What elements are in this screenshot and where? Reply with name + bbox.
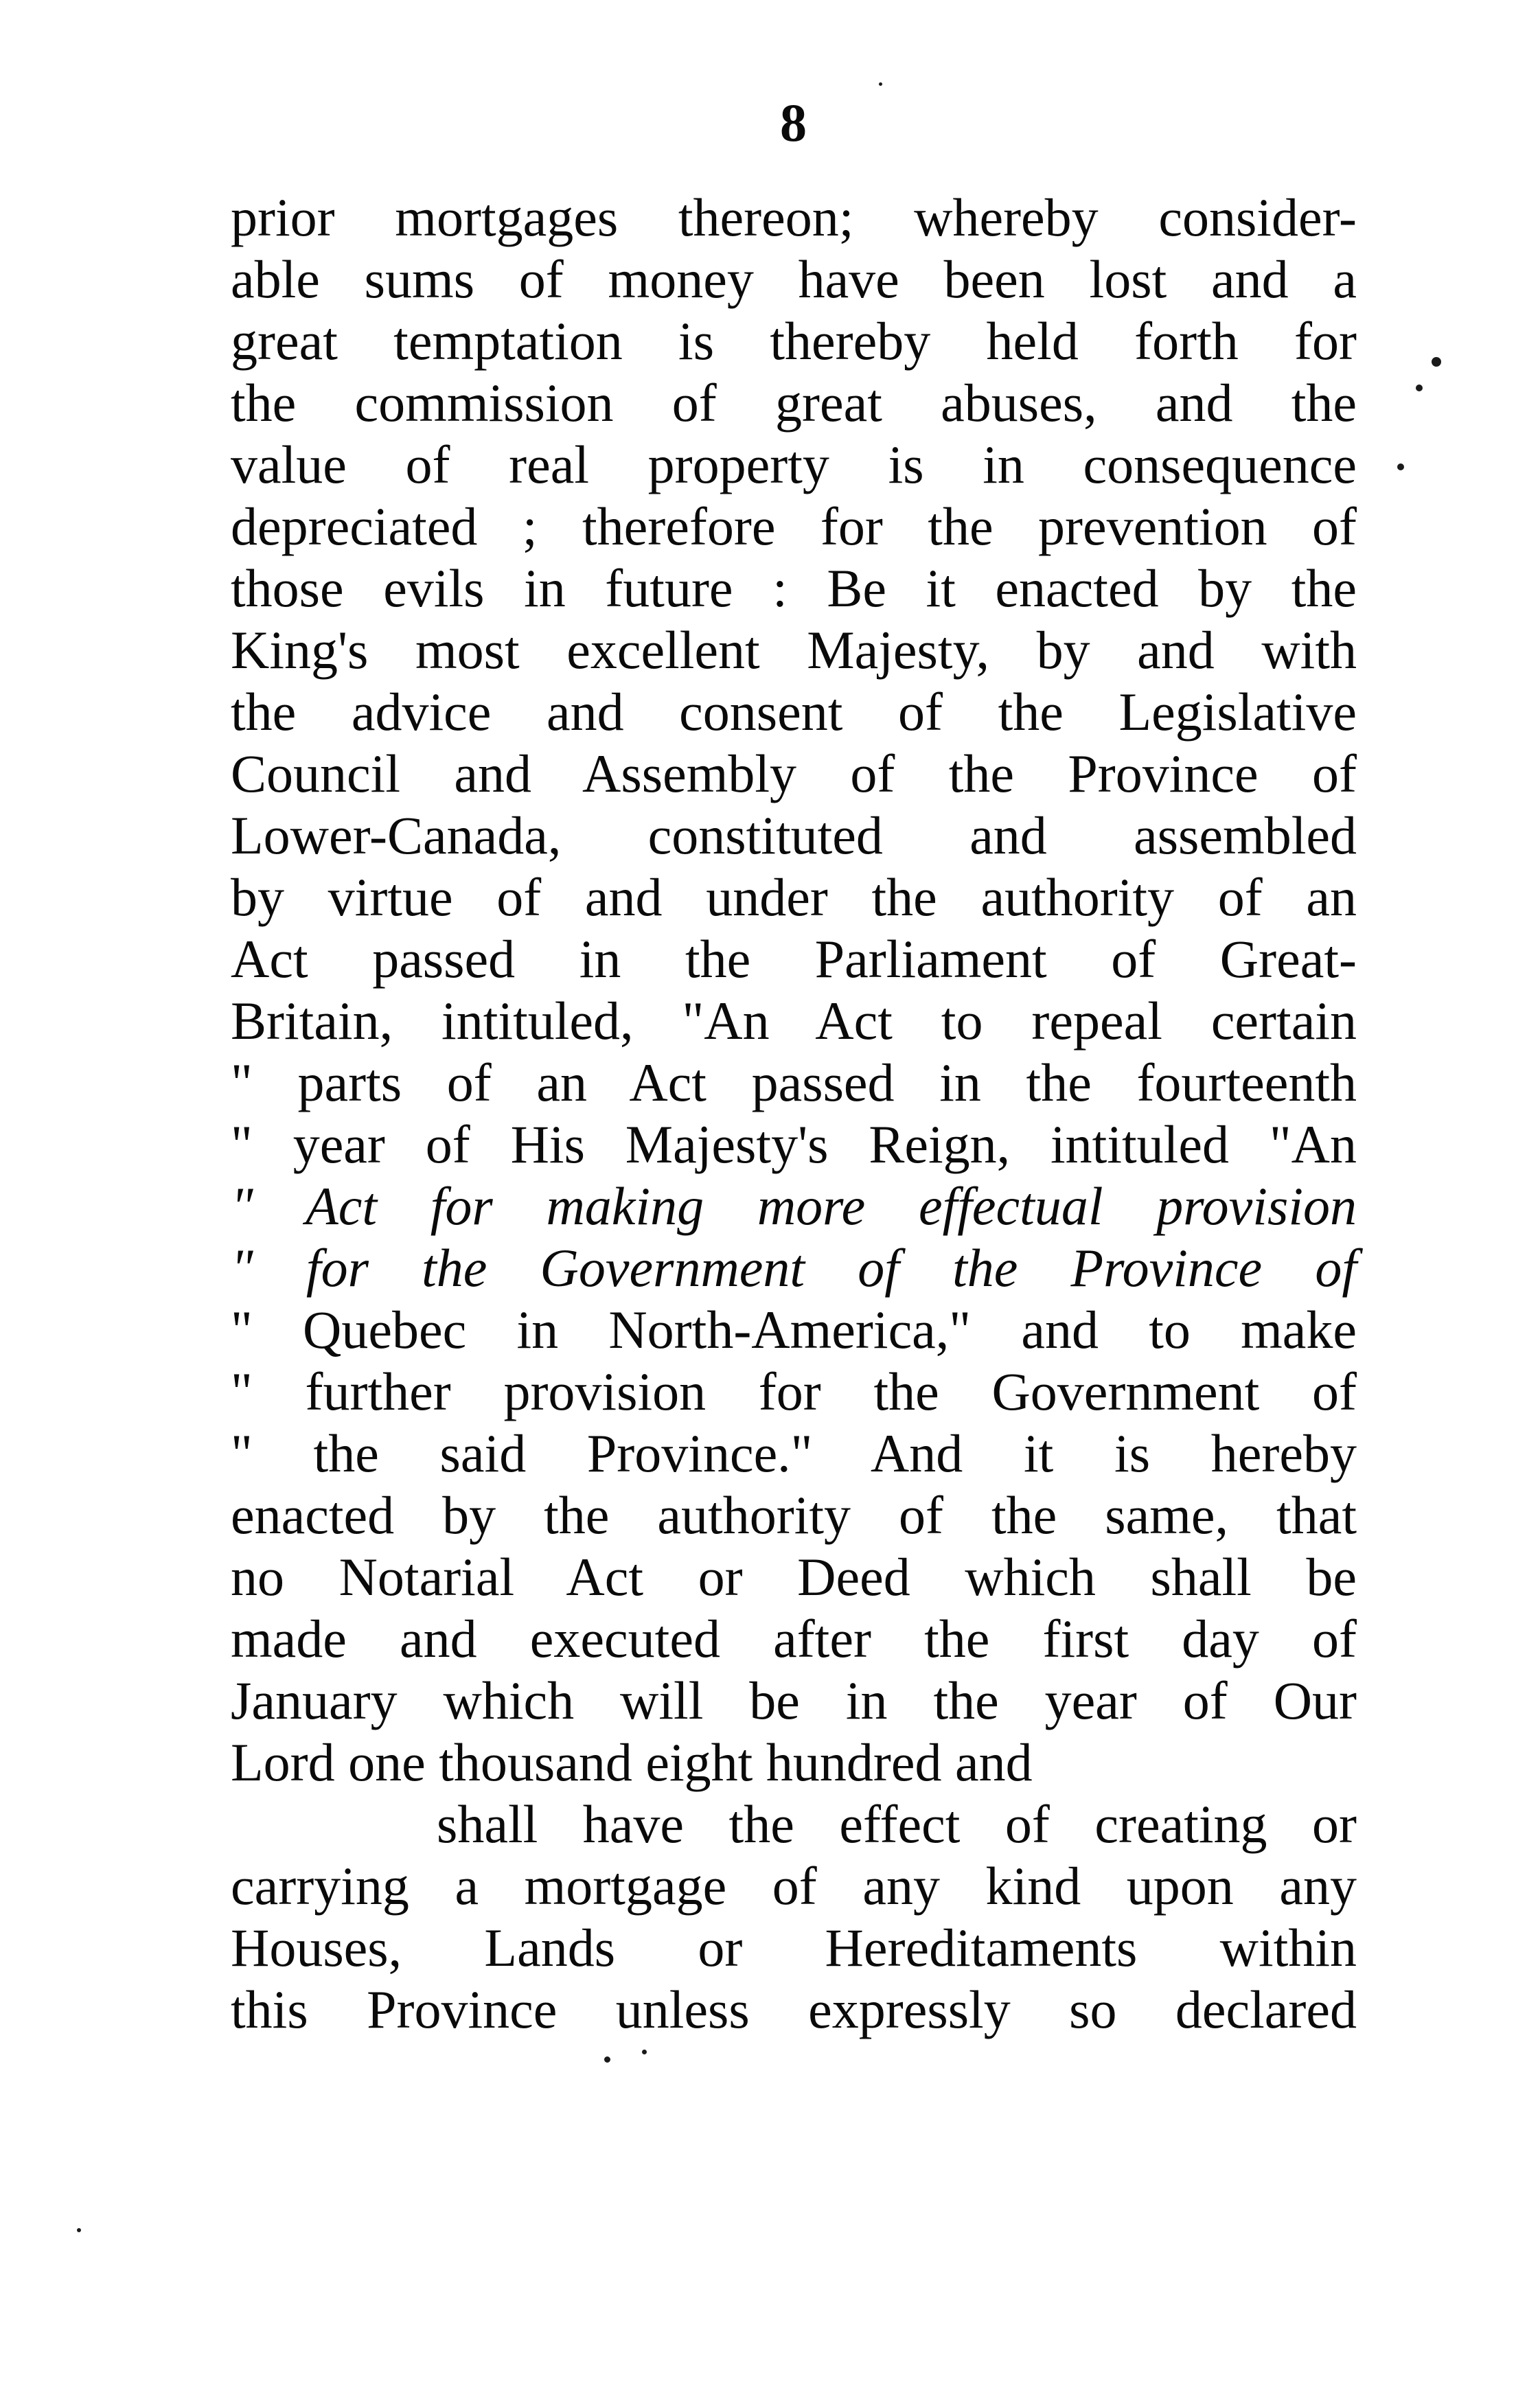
text-line-italic: " Act for making more effectual provision	[231, 1176, 1357, 1236]
text-line-partial: Lord one thousand eight hundred and	[231, 1732, 1033, 1792]
text-line: Act passed in the Parliament of Great-	[231, 929, 1357, 989]
text-line: enacted by the authority of the same, that	[231, 1485, 1357, 1545]
text-line: made and executed after the first day of	[231, 1609, 1357, 1669]
scan-speck	[642, 2050, 647, 2054]
text-line: able sums of money have been lost and a	[231, 249, 1357, 309]
text-line: January which will be in the year of Our	[231, 1671, 1357, 1730]
text-line: by virtue of and under the authority of an	[231, 867, 1357, 927]
text-line: King's most excellent Majesty, by and with	[231, 620, 1357, 680]
scan-speck	[879, 82, 882, 86]
text-line: " further provision for the Government of	[231, 1362, 1357, 1421]
body-text	[231, 187, 1357, 2041]
text-line: the advice and consent of the Legislative	[231, 682, 1357, 742]
scan-speck	[604, 2056, 610, 2063]
text-line: value of real property is in consequence	[231, 435, 1357, 494]
text-line: " the said Province." And it is hereby	[231, 1423, 1357, 1483]
scan-speck	[1397, 463, 1404, 470]
text-line: prior mortgages thereon; whereby consider-	[231, 187, 1357, 247]
scan-speck	[1432, 357, 1441, 367]
text-line: depreciated ; therefore for the prevention of	[231, 496, 1357, 556]
text-line: Council and Assembly of the Province of	[231, 744, 1357, 803]
page-number: 8	[780, 93, 807, 152]
text-line: carrying a mortgage of any kind upon any	[231, 1856, 1357, 1916]
text-line: " year of His Majesty's Reign, intituled "An	[231, 1114, 1357, 1174]
text-line: Lower-Canada, constituted and assembled	[231, 805, 1357, 865]
text-line: the commission of great abuses, and the	[231, 373, 1357, 433]
text-line: " Quebec in North-America," and to make	[231, 1300, 1357, 1360]
text-line-italic: " for the Government of the Province of	[231, 1238, 1357, 1298]
scan-speck	[1416, 385, 1423, 391]
scan-speck	[77, 2228, 81, 2232]
text-line: Houses, Lands or Hereditaments within	[231, 1918, 1357, 1977]
text-line: this Province unless expressly so declared	[231, 1980, 1357, 2039]
text-line: Britain, intituled, "An Act to repeal certain	[231, 991, 1357, 1051]
text-line: " parts of an Act passed in the fourteenth	[231, 1053, 1357, 1112]
text-line-indented: shall have the effect of creating or	[437, 1794, 1357, 1854]
text-line: great temptation is thereby held forth for	[231, 311, 1357, 371]
text-line: those evils in future : Be it enacted by the	[231, 558, 1357, 618]
text-line: no Notarial Act or Deed which shall be	[231, 1547, 1357, 1607]
